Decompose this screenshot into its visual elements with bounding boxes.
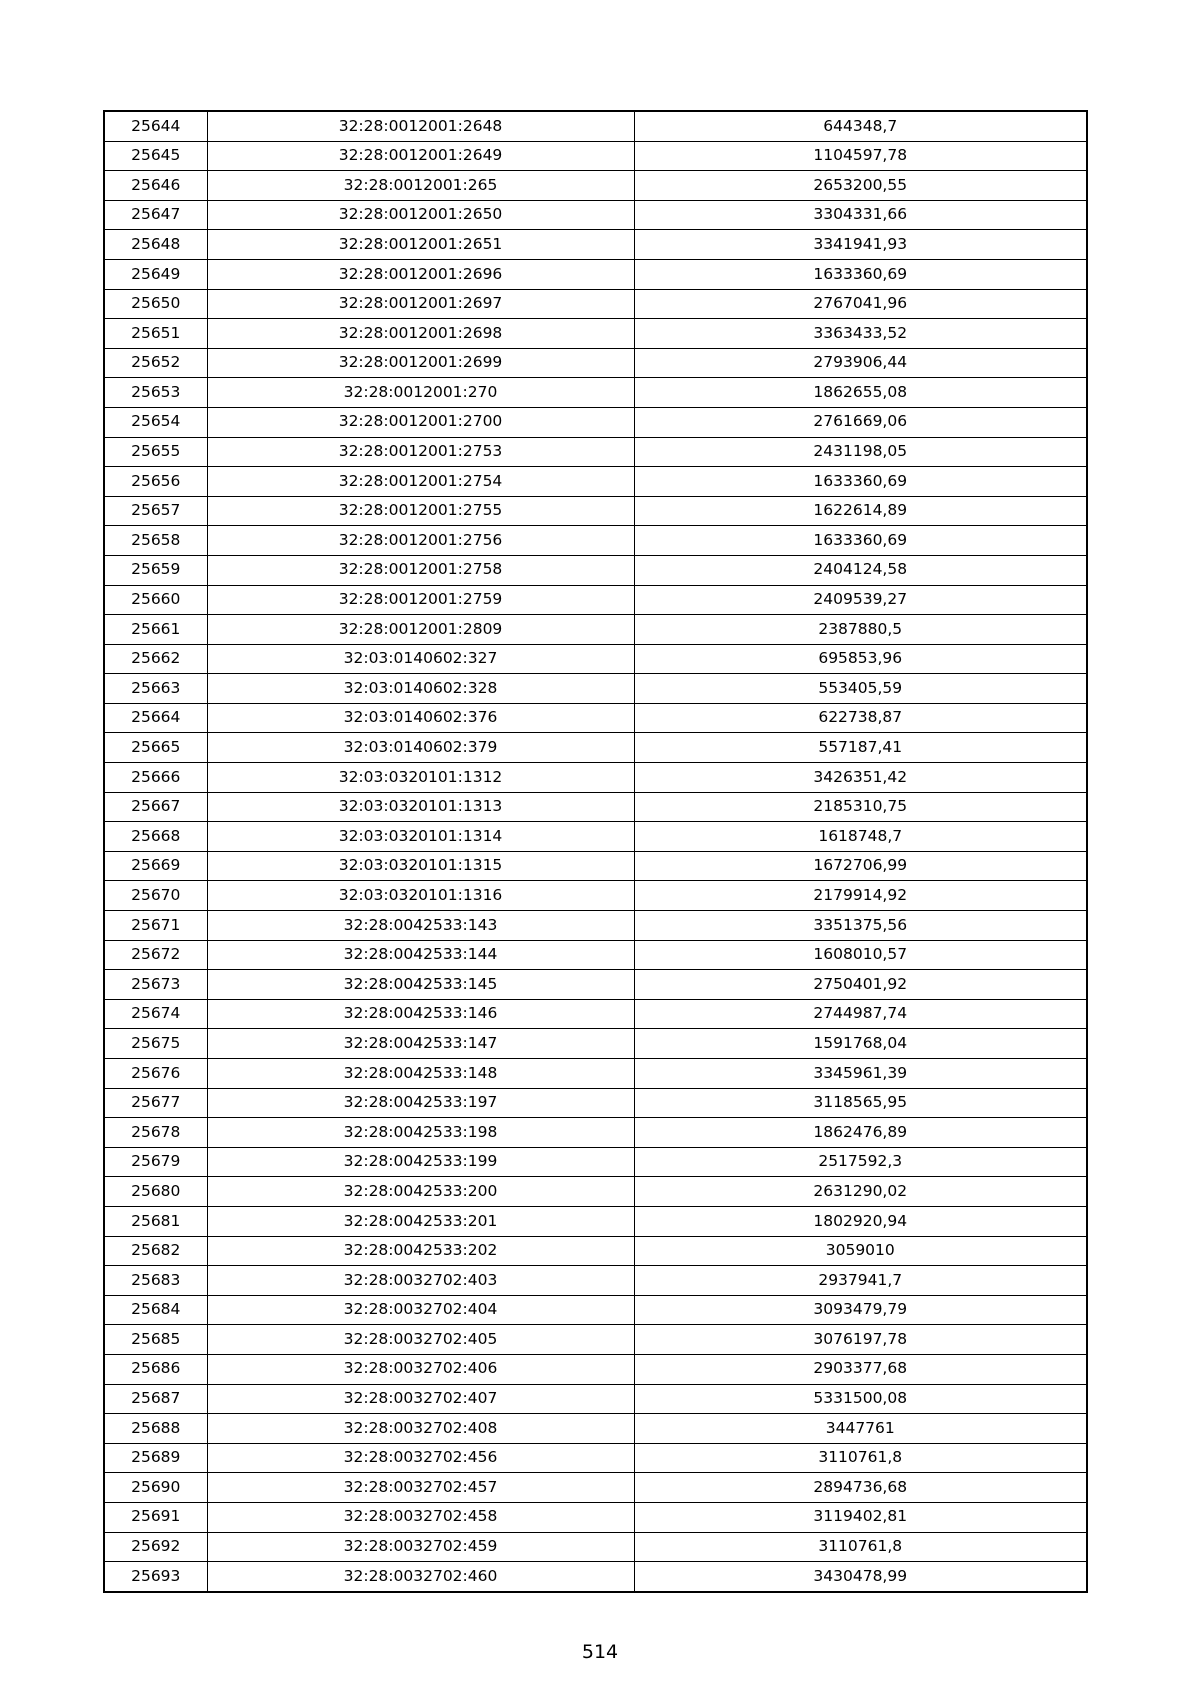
table-row <box>104 851 1087 881</box>
cadastral-number-cell: 32:03:0320101:1313 <box>207 792 634 822</box>
row-number-cell: 25690 <box>104 1473 207 1503</box>
row-number-cell: 25657 <box>104 496 207 526</box>
cadastral-number-cell: 32:28:0012001:2651 <box>207 230 634 260</box>
cadastral-value-cell: 3118565,95 <box>634 1088 1087 1118</box>
cadastral-value-cell: 3351375,56 <box>634 911 1087 941</box>
cadastral-number-cell: 32:28:0012001:2699 <box>207 348 634 378</box>
table-row <box>104 259 1087 289</box>
cadastral-value-cell: 3076197,78 <box>634 1325 1087 1355</box>
cadastral-value-cell: 2517592,3 <box>634 1147 1087 1177</box>
cadastral-value-cell: 2179914,92 <box>634 881 1087 911</box>
cadastral-number-cell: 32:28:0012001:265 <box>207 171 634 201</box>
row-number-cell: 25673 <box>104 970 207 1000</box>
table-row <box>104 1384 1087 1414</box>
row-number-cell: 25653 <box>104 378 207 408</box>
row-number-cell: 25684 <box>104 1295 207 1325</box>
cadastral-value-cell: 1802920,94 <box>634 1206 1087 1236</box>
cadastral-value-cell: 3119402,81 <box>634 1502 1087 1532</box>
row-number-cell: 25681 <box>104 1206 207 1236</box>
row-number-cell: 25674 <box>104 999 207 1029</box>
cadastral-value-cell: 2894736,68 <box>634 1473 1087 1503</box>
cadastral-value-cell: 695853,96 <box>634 644 1087 674</box>
row-number-cell: 25687 <box>104 1384 207 1414</box>
cadastral-value-cell: 2937941,7 <box>634 1266 1087 1296</box>
row-number-cell: 25659 <box>104 555 207 585</box>
row-number-cell: 25661 <box>104 615 207 645</box>
table-row <box>104 555 1087 585</box>
table-row <box>104 703 1087 733</box>
table-row <box>104 763 1087 793</box>
table-row <box>104 881 1087 911</box>
table-row <box>104 644 1087 674</box>
cadastral-number-cell: 32:28:0032702:404 <box>207 1295 634 1325</box>
table-row <box>104 289 1087 319</box>
cadastral-value-cell: 3363433,52 <box>634 319 1087 349</box>
row-number-cell: 25678 <box>104 1118 207 1148</box>
table-row <box>104 615 1087 645</box>
cadastral-value-cell: 557187,41 <box>634 733 1087 763</box>
cadastral-number-cell: 32:28:0012001:2648 <box>207 111 634 141</box>
cadastral-number-cell: 32:28:0042533:199 <box>207 1147 634 1177</box>
cadastral-value-cell: 3430478,99 <box>634 1562 1087 1592</box>
cadastral-number-cell: 32:28:0012001:270 <box>207 378 634 408</box>
table-row <box>104 111 1087 141</box>
cadastral-number-cell: 32:03:0140602:328 <box>207 674 634 704</box>
row-number-cell: 25689 <box>104 1443 207 1473</box>
table-row <box>104 1414 1087 1444</box>
cadastral-number-cell: 32:28:0032702:456 <box>207 1443 634 1473</box>
table-row <box>104 1443 1087 1473</box>
table-row <box>104 733 1087 763</box>
row-number-cell: 25679 <box>104 1147 207 1177</box>
table-row <box>104 585 1087 615</box>
row-number-cell: 25677 <box>104 1088 207 1118</box>
table-row <box>104 1029 1087 1059</box>
table-row <box>104 822 1087 852</box>
cadastral-number-cell: 32:28:0042533:202 <box>207 1236 634 1266</box>
cadastral-number-cell: 32:28:0042533:200 <box>207 1177 634 1207</box>
row-number-cell: 25652 <box>104 348 207 378</box>
cadastral-number-cell: 32:03:0320101:1315 <box>207 851 634 881</box>
cadastral-value-cell: 2744987,74 <box>634 999 1087 1029</box>
cadastral-number-cell: 32:28:0042533:145 <box>207 970 634 1000</box>
row-number-cell: 25665 <box>104 733 207 763</box>
cadastral-number-cell: 32:03:0320101:1314 <box>207 822 634 852</box>
row-number-cell: 25644 <box>104 111 207 141</box>
row-number-cell: 25646 <box>104 171 207 201</box>
row-number-cell: 25658 <box>104 526 207 556</box>
cadastral-number-cell: 32:28:0012001:2700 <box>207 407 634 437</box>
row-number-cell: 25670 <box>104 881 207 911</box>
cadastral-value-cell: 3093479,79 <box>634 1295 1087 1325</box>
cadastral-value-cell: 2761669,06 <box>634 407 1087 437</box>
cadastral-number-cell: 32:03:0140602:379 <box>207 733 634 763</box>
row-number-cell: 25669 <box>104 851 207 881</box>
cadastral-number-cell: 32:28:0042533:144 <box>207 940 634 970</box>
cadastral-value-cell: 644348,7 <box>634 111 1087 141</box>
table-row <box>104 1562 1087 1592</box>
cadastral-value-cell: 3447761 <box>634 1414 1087 1444</box>
table-row <box>104 200 1087 230</box>
cadastral-number-cell: 32:28:0012001:2696 <box>207 259 634 289</box>
cadastral-number-cell: 32:28:0012001:2649 <box>207 141 634 171</box>
cadastral-value-cell: 3110761,8 <box>634 1443 1087 1473</box>
cadastral-value-cell: 2631290,02 <box>634 1177 1087 1207</box>
row-number-cell: 25664 <box>104 703 207 733</box>
row-number-cell: 25682 <box>104 1236 207 1266</box>
row-number-cell: 25685 <box>104 1325 207 1355</box>
cadastral-number-cell: 32:03:0140602:327 <box>207 644 634 674</box>
cadastral-number-cell: 32:28:0032702:459 <box>207 1532 634 1562</box>
table-row <box>104 970 1087 1000</box>
table-row <box>104 674 1087 704</box>
table-row <box>104 911 1087 941</box>
cadastral-value-cell: 3341941,93 <box>634 230 1087 260</box>
cadastral-number-cell: 32:28:0012001:2697 <box>207 289 634 319</box>
table-row <box>104 378 1087 408</box>
cadastral-value-cell: 3110761,8 <box>634 1532 1087 1562</box>
cadastral-value-cell: 2431198,05 <box>634 437 1087 467</box>
cadastral-number-cell: 32:28:0012001:2809 <box>207 615 634 645</box>
cadastral-value-cell: 1633360,69 <box>634 467 1087 497</box>
table-row <box>104 230 1087 260</box>
table-row <box>104 171 1087 201</box>
table-row <box>104 319 1087 349</box>
table-row <box>104 1088 1087 1118</box>
cadastral-value-cell: 1104597,78 <box>634 141 1087 171</box>
cadastral-value-cell: 1618748,7 <box>634 822 1087 852</box>
cadastral-value-cell: 3426351,42 <box>634 763 1087 793</box>
cadastral-value-cell: 553405,59 <box>634 674 1087 704</box>
table-row <box>104 407 1087 437</box>
table-row <box>104 1473 1087 1503</box>
row-number-cell: 25667 <box>104 792 207 822</box>
cadastral-value-cell: 1633360,69 <box>634 526 1087 556</box>
row-number-cell: 25691 <box>104 1502 207 1532</box>
cadastral-value-cell: 2185310,75 <box>634 792 1087 822</box>
cadastral-number-cell: 32:28:0042533:143 <box>207 911 634 941</box>
cadastral-number-cell: 32:28:0042533:148 <box>207 1059 634 1089</box>
cadastral-number-cell: 32:28:0012001:2698 <box>207 319 634 349</box>
cadastral-value-cell: 3059010 <box>634 1236 1087 1266</box>
row-number-cell: 25663 <box>104 674 207 704</box>
cadastral-value-cell: 2409539,27 <box>634 585 1087 615</box>
row-number-cell: 25683 <box>104 1266 207 1296</box>
row-number-cell: 25680 <box>104 1177 207 1207</box>
row-number-cell: 25645 <box>104 141 207 171</box>
table-row <box>104 1295 1087 1325</box>
cadastral-number-cell: 32:28:0012001:2756 <box>207 526 634 556</box>
row-number-cell: 25648 <box>104 230 207 260</box>
cadastral-number-cell: 32:28:0042533:198 <box>207 1118 634 1148</box>
cadastral-value-cell: 2767041,96 <box>634 289 1087 319</box>
table-row <box>104 999 1087 1029</box>
cadastral-number-cell: 32:28:0032702:407 <box>207 1384 634 1414</box>
table-row <box>104 1236 1087 1266</box>
cadastral-value-table <box>103 110 1088 1593</box>
row-number-cell: 25668 <box>104 822 207 852</box>
row-number-cell: 25686 <box>104 1354 207 1384</box>
table-row <box>104 1325 1087 1355</box>
table-row <box>104 1532 1087 1562</box>
cadastral-value-cell: 1622614,89 <box>634 496 1087 526</box>
cadastral-value-cell: 2653200,55 <box>634 171 1087 201</box>
cadastral-number-cell: 32:03:0320101:1312 <box>207 763 634 793</box>
row-number-cell: 25692 <box>104 1532 207 1562</box>
cadastral-value-cell: 3345961,39 <box>634 1059 1087 1089</box>
cadastral-value-cell: 1862476,89 <box>634 1118 1087 1148</box>
row-number-cell: 25672 <box>104 940 207 970</box>
cadastral-number-cell: 32:28:0012001:2759 <box>207 585 634 615</box>
table-row <box>104 1206 1087 1236</box>
cadastral-number-cell: 32:28:0032702:408 <box>207 1414 634 1444</box>
cadastral-value-cell: 3304331,66 <box>634 200 1087 230</box>
cadastral-value-cell: 622738,87 <box>634 703 1087 733</box>
row-number-cell: 25671 <box>104 911 207 941</box>
cadastral-number-cell: 32:28:0012001:2754 <box>207 467 634 497</box>
row-number-cell: 25675 <box>104 1029 207 1059</box>
cadastral-value-cell: 1633360,69 <box>634 259 1087 289</box>
cadastral-number-cell: 32:28:0012001:2755 <box>207 496 634 526</box>
row-number-cell: 25647 <box>104 200 207 230</box>
cadastral-value-cell: 2750401,92 <box>634 970 1087 1000</box>
table-row <box>104 1059 1087 1089</box>
table-row <box>104 1354 1087 1384</box>
row-number-cell: 25651 <box>104 319 207 349</box>
cadastral-number-cell: 32:28:0042533:197 <box>207 1088 634 1118</box>
cadastral-value-cell: 2793906,44 <box>634 348 1087 378</box>
row-number-cell: 25656 <box>104 467 207 497</box>
row-number-cell: 25660 <box>104 585 207 615</box>
cadastral-value-cell: 1672706,99 <box>634 851 1087 881</box>
row-number-cell: 25693 <box>104 1562 207 1592</box>
table-row <box>104 141 1087 171</box>
cadastral-number-cell: 32:28:0032702:458 <box>207 1502 634 1532</box>
table-row <box>104 467 1087 497</box>
table-row <box>104 1177 1087 1207</box>
row-number-cell: 25650 <box>104 289 207 319</box>
cadastral-value-cell: 5331500,08 <box>634 1384 1087 1414</box>
cadastral-number-cell: 32:03:0320101:1316 <box>207 881 634 911</box>
row-number-cell: 25655 <box>104 437 207 467</box>
table-body <box>104 111 1087 1592</box>
row-number-cell: 25649 <box>104 259 207 289</box>
cadastral-number-cell: 32:03:0140602:376 <box>207 703 634 733</box>
cadastral-number-cell: 32:28:0042533:146 <box>207 999 634 1029</box>
cadastral-number-cell: 32:28:0042533:201 <box>207 1206 634 1236</box>
row-number-cell: 25662 <box>104 644 207 674</box>
cadastral-number-cell: 32:28:0042533:147 <box>207 1029 634 1059</box>
table-row <box>104 1118 1087 1148</box>
cadastral-number-cell: 32:28:0032702:405 <box>207 1325 634 1355</box>
cadastral-number-cell: 32:28:0012001:2650 <box>207 200 634 230</box>
table-row <box>104 437 1087 467</box>
row-number-cell: 25666 <box>104 763 207 793</box>
cadastral-number-cell: 32:28:0032702:460 <box>207 1562 634 1592</box>
table-row <box>104 1266 1087 1296</box>
table-row <box>104 940 1087 970</box>
table-row <box>104 496 1087 526</box>
table-row <box>104 1147 1087 1177</box>
page-number: 514 <box>581 1641 619 1663</box>
cadastral-value-cell: 2903377,68 <box>634 1354 1087 1384</box>
table-row <box>104 348 1087 378</box>
cadastral-value-cell: 2404124,58 <box>634 555 1087 585</box>
cadastral-value-cell: 1862655,08 <box>634 378 1087 408</box>
row-number-cell: 25688 <box>104 1414 207 1444</box>
row-number-cell: 25676 <box>104 1059 207 1089</box>
cadastral-number-cell: 32:28:0032702:403 <box>207 1266 634 1296</box>
table-row <box>104 792 1087 822</box>
cadastral-number-cell: 32:28:0032702:457 <box>207 1473 634 1503</box>
table-row <box>104 526 1087 556</box>
cadastral-number-cell: 32:28:0012001:2758 <box>207 555 634 585</box>
cadastral-number-cell: 32:28:0012001:2753 <box>207 437 634 467</box>
cadastral-value-cell: 1591768,04 <box>634 1029 1087 1059</box>
cadastral-value-cell: 1608010,57 <box>634 940 1087 970</box>
cadastral-number-cell: 32:28:0032702:406 <box>207 1354 634 1384</box>
row-number-cell: 25654 <box>104 407 207 437</box>
cadastral-value-cell: 2387880,5 <box>634 615 1087 645</box>
table-row <box>104 1502 1087 1532</box>
